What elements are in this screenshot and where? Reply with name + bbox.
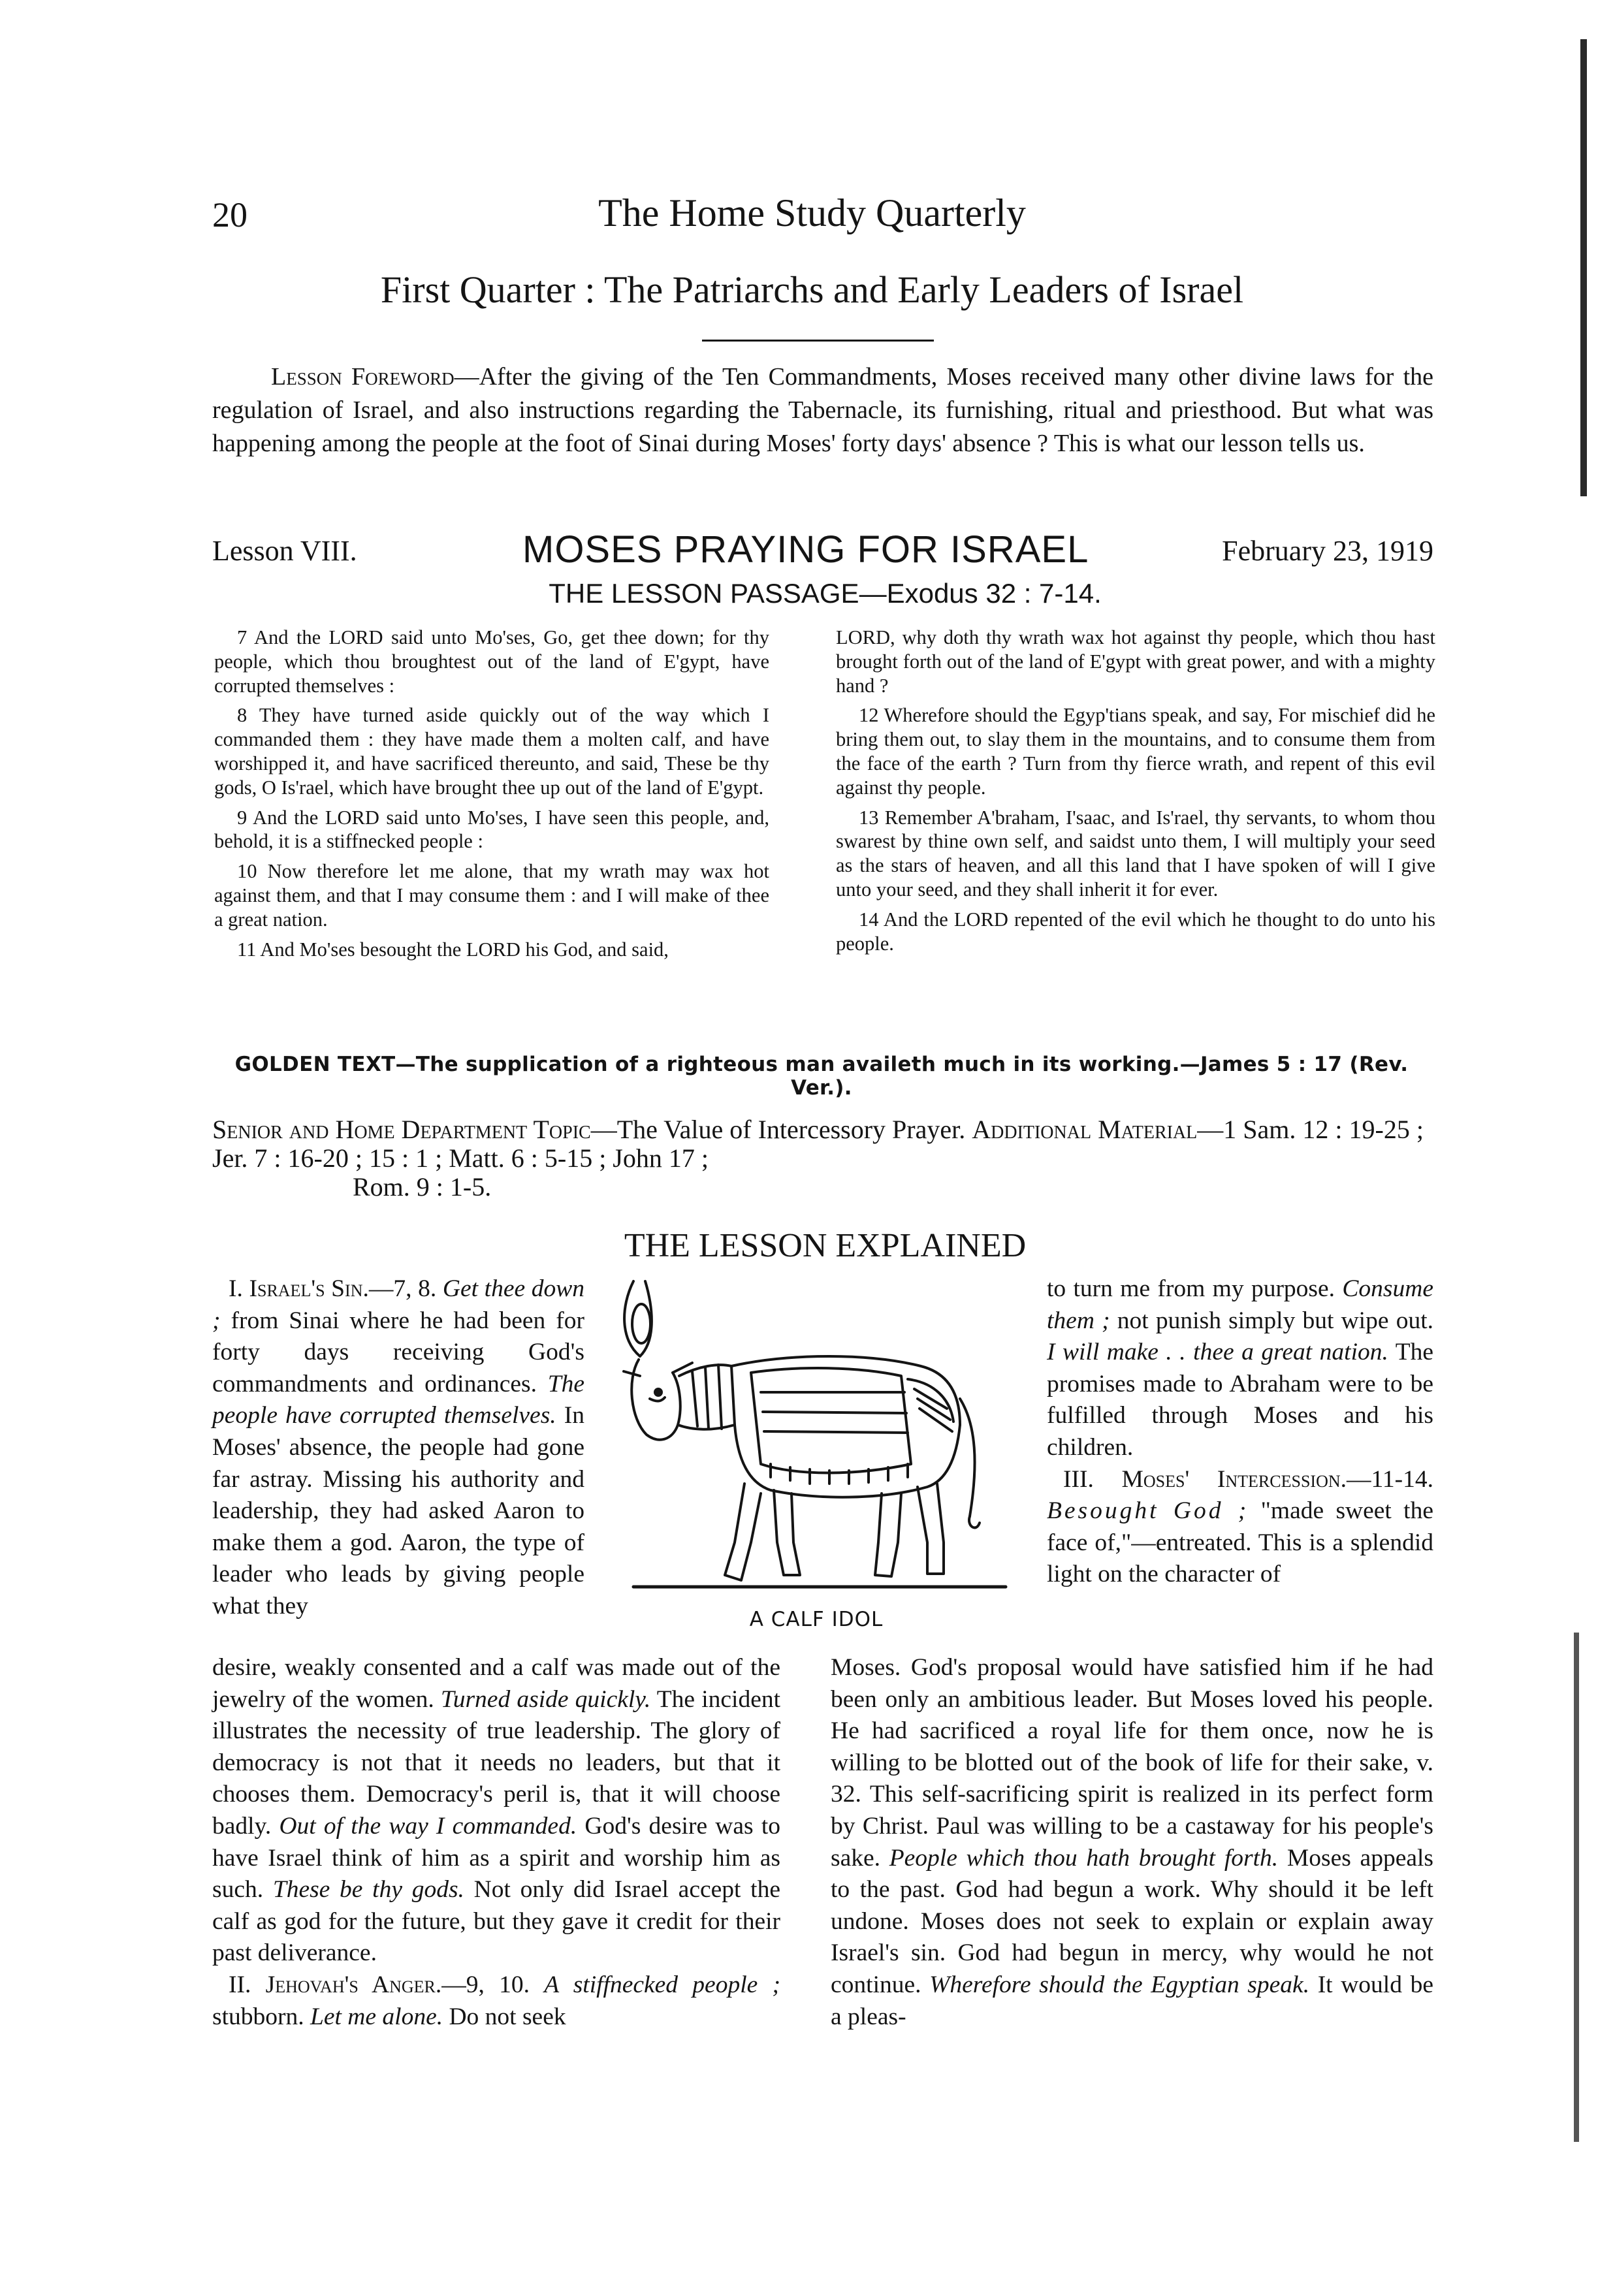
scan-edge-mark <box>1580 39 1587 496</box>
scripture-right-column <box>836 626 1435 961</box>
journal-title: The Home Study Quarterly <box>598 191 1026 234</box>
page-number: 20 <box>212 195 248 234</box>
verse: 14 And the LORD repented of the evil which he thought to do unto his people. <box>836 908 1435 955</box>
topic-text: —The Value of Intercessory Prayer. <box>590 1115 966 1144</box>
verse: 9 And the LORD said unto Mo'ses, I have seen this people, and, behold, it is a stiffnecked people : <box>214 806 769 853</box>
foreword-text: —After the giving of the Ten Commandments, Moses received many other divine laws for the regulation of Israel, and also instructions regarding the Tabernacle, its furnishing, ritual and priesthood. But what was happening among the people at the foot of Sinai during Moses' forty days' absence ? This is what our lesson tells us. <box>212 363 1433 457</box>
figure-caption: A CALF IDOL <box>749 1608 884 1631</box>
verse: 10 Now therefore let me alone, that my wrath may wax hot against them, and that I may consume them : and I will make of thee a great nation. <box>214 860 769 931</box>
section-heading-israels-sin: I. Israel's Sin. <box>229 1275 369 1302</box>
title-divider <box>702 340 934 342</box>
foreword-label: Lesson Foreword <box>271 363 455 391</box>
lesson-explained-heading: THE LESSON EXPLAINED <box>624 1227 1027 1264</box>
lesson-passage-heading: THE LESSON PASSAGE—Exodus 32 : 7-14. <box>549 578 1102 609</box>
verse: LORD, why doth thy wrath wax hot against thy people, which thou hast brought forth out of the land of E'gypt with great power, and with a mighty hand ? <box>836 626 1435 697</box>
verse: 11 And Mo'ses besought the LORD his God, and said, <box>237 938 669 961</box>
golden-text: GOLDEN TEXT—The supplication of a righteous man availeth much in its working.—James 5 : 17 (Rev. Ver.). <box>234 1053 1409 1100</box>
lesson-date: February 23, 1919 <box>1222 535 1433 567</box>
verse: 12 Wherefore should the Egyp'tians speak, and say, For mischief did he bring them out, to slay them in the mountains, and to consume them from the face of the earth ? Turn from thy fierce wrath, and repent of this evil against thy people. <box>836 704 1435 799</box>
additional-material-line1: —1 Sam. 12 : 19-25 ; Jer. 7 : 16-20 ; 15 : 1 ; Matt. 6 : 5-15 ; John 17 ; <box>212 1115 1424 1173</box>
lesson-foreword <box>212 360 1433 460</box>
lesson-title: MOSES PRAYING FOR ISRAEL <box>522 528 1089 571</box>
topic-label: Senior and Home Department Topic <box>212 1115 591 1144</box>
explanation-column-left-bottom: desire, weakly consented and a calf was made out of the jewelry of the women. Turned aside quickly. The incident illustrates the necessity of true leadership. The glory of democracy is not that it needs no leaders, but that it chooses them. Democracy's peril is, that it will choose badly. Out of the way I commanded. God's desire was to have Israel think of him as a spirit and worship him as such. These be thy gods. Not only did Israel accept the calf as god for the future, but they gave it credit for their past deliverance. II. Jehovah's Anger.—9, 10. A stiffnecked people ; stubborn. Let me alone. Do not seek <box>212 1654 781 2030</box>
explanation-column-right-top: to turn me from my purpose. Consume them ; not punish simply but wipe out. I will make . . thee a great nation. The promises made to Abraham were to be fulfilled through Moses and his children. III. Moses' Intercession.—11-14. Besought God ; "made sweet the face of,"—entreated. This is a splendid light on the character of <box>1047 1275 1434 1588</box>
section-heading-moses-intercession: III. Moses' Intercession. <box>1063 1465 1347 1493</box>
section-heading-jehovahs-anger: II. Jehovah's Anger. <box>229 1971 442 1998</box>
quarter-title: First Quarter : The Patriarchs and Early Leaders of Israel <box>380 268 1244 311</box>
explanation-column-right-bottom: Moses. God's proposal would have satisfied him if he had been only an ambitious leader. But Moses loved his people. He had sacrificed a royal life for them once, now he is willing to be blotted out of the book of life for their sake, v. 32. This self-sacrificing spirit is realized in its perfect form by Christ. Paul was willing to be a castaway for his people's sake. People which thou hath brought forth. Moses appeals to the past. God had begun a work. Why should it be left undone. Moses does not seek to explain or explain away Israel's sin. God had begun in mercy, why would he not continue. Wherefore should the Egyptian speak. It would be a pleas- <box>831 1654 1434 2030</box>
calf-idol-illustration <box>620 1268 1012 1621</box>
verse: 7 And the LORD said unto Mo'ses, Go, get thee down; for thy people, which thou broughtest out of the land of E'gypt, have corrupted themselves : <box>214 626 769 697</box>
verse: 13 Remember A'braham, I'saac, and Is'rael, thy servants, to whom thou swarest by thine own self, and saidst unto them, I will multiply your seed as the stars of heaven, and all this land that I have spoken of will I give unto your seed, and they shall inherit it for ever. <box>836 806 1435 901</box>
department-topic <box>212 1115 1433 1202</box>
additional-material-label: Additional Material <box>972 1115 1198 1144</box>
explanation-column-left-top: I. Israel's Sin.—7, 8. Get thee down ; from Sinai where he had been for forty days receiving God's commandments and ordinances. The people have corrupted themselves. In Moses' absence, the people had gone far astray. Missing his authority and leadership, they had asked Aaron to make them a god. Aaron, the type of leader who leads by giving people what they <box>212 1275 585 1619</box>
verse: 8 They have turned aside quickly out of the way which I commanded them : they have made them a molten calf, and have worshipped it, and have sacrificed thereunto, and said, These be thy gods, O Is'rael, which have brought thee up out of the land of E'gypt. <box>214 704 769 799</box>
scan-edge-mark <box>1574 1633 1579 2142</box>
additional-material-line2: Rom. 9 : 1-5. <box>353 1172 492 1202</box>
scripture-left-column <box>214 626 769 967</box>
lesson-number: Lesson VIII. <box>212 535 357 567</box>
